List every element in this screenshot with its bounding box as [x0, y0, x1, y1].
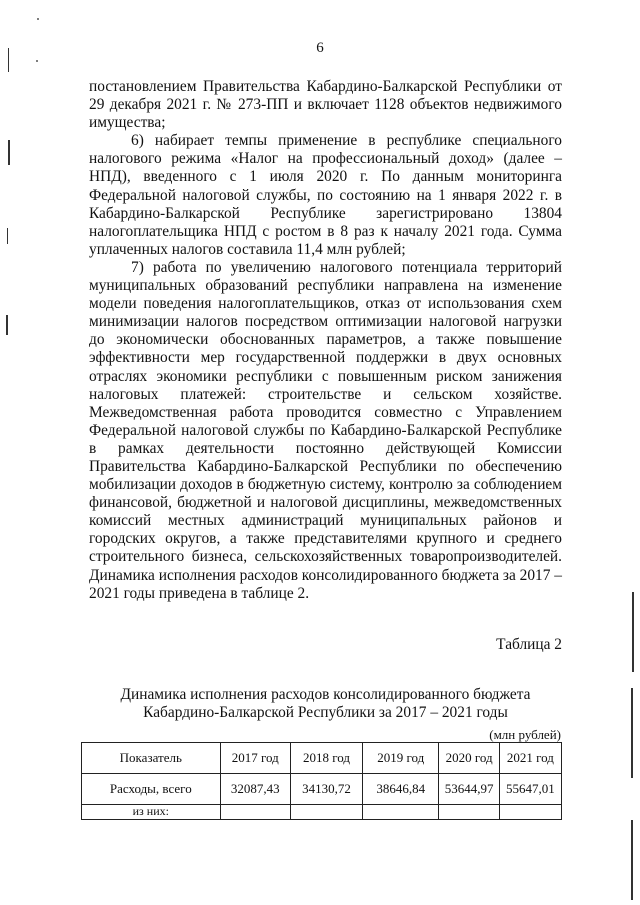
table-header-cell: 2017 год — [220, 743, 290, 774]
scan-mark — [6, 315, 8, 335]
table-header-cell: 2018 год — [290, 743, 362, 774]
scan-dot — [36, 60, 38, 62]
body-text — [89, 78, 562, 603]
table-header-cell: 2021 год — [499, 743, 561, 774]
table-cell: из них: — [82, 805, 221, 820]
table-cell — [499, 805, 561, 820]
scan-mark — [632, 592, 634, 672]
table-cell — [439, 805, 499, 820]
data-table — [81, 742, 562, 820]
table-row — [82, 805, 562, 820]
table-cell — [220, 805, 290, 820]
table-cell — [290, 805, 362, 820]
table-title-line: Динамика исполнения расходов консолидированного бюджета — [120, 686, 531, 703]
table-cell: 55647,01 — [499, 774, 561, 805]
table-title — [89, 686, 562, 722]
scan-mark — [631, 688, 633, 778]
table-caption: Таблица 2 — [496, 636, 562, 653]
table-row — [82, 774, 562, 805]
scan-dot — [37, 18, 39, 20]
table-cell: 34130,72 — [290, 774, 362, 805]
paragraph: постановлением Правительства Кабардино-Балкарской Республики от 29 декабря 2021 г. № 273-ПП и включает 1128 объектов недвижимого имущества; — [89, 78, 562, 132]
paragraph: 6) набирает темпы применение в республике специального налогового режима «Налог на профессиональный доход» (далее – НПД), введенного с 1 июля 2020 г. По данным мониторинга Федеральной налоговой службы, по состоянию на 1 января 2022 г. в Кабардино-Балкарской Республике зарегистрировано 13804 налогоплательщика НПД с ростом в 8 раз к началу 2021 года. Сумма уплаченных налогов составила 11,4 млн рублей; — [89, 132, 562, 258]
table-cell: 38646,84 — [363, 774, 439, 805]
table-cell: 32087,43 — [220, 774, 290, 805]
table-units: (млн рублей) — [489, 727, 561, 742]
table-header-cell: 2020 год — [439, 743, 499, 774]
page-number: 6 — [316, 40, 324, 56]
table-cell: 53644,97 — [439, 774, 499, 805]
scan-mark — [7, 228, 8, 244]
table-cell: Расходы, всего — [82, 774, 221, 805]
table-header-cell: 2019 год — [363, 743, 439, 774]
table-header-cell: Показатель — [82, 743, 221, 774]
table-title-line: Кабардино-Балкарской Республики за 2017 – 2021 годы — [143, 704, 508, 721]
table-header-row — [82, 743, 562, 774]
scan-mark — [8, 140, 10, 165]
scan-mark — [631, 820, 633, 900]
table-cell — [363, 805, 439, 820]
paragraph: 7) работа по увеличению налогового потенциала территорий муниципальных образований республики направлена на изменение модели поведения налогоплательщиков, отказ от использования схем минимизации налогов посредством оптимизации налоговой нагрузки до экономически обоснованных параметров, а также повышение эффективности мер государственной поддержки в двух основных отраслях экономики республики с повышенным риском занижения налоговых платежей: строительстве и сельском хозяйстве. Межведомственная работа проводится совместно с Управлением Федеральной налоговой службы по Кабардино-Балкарской Республике в рамках деятельности постоянно действующей Комиссии Правительства Кабардино-Балкарской Республики по обеспечению мобилизации доходов в бюджетную систему, контролю за соблюдением финансовой, бюджетной и налоговой дисциплины, межведомственных комиссий местных администраций муниципальных районов и городских округов, а также представителями крупного и среднего строительного бизнеса, сельскохозяйственных товаропроизводителей. Динамика исполнения расходов консолидированного бюджета за 2017 – 2021 годы приведена в таблице 2. — [89, 258, 562, 602]
